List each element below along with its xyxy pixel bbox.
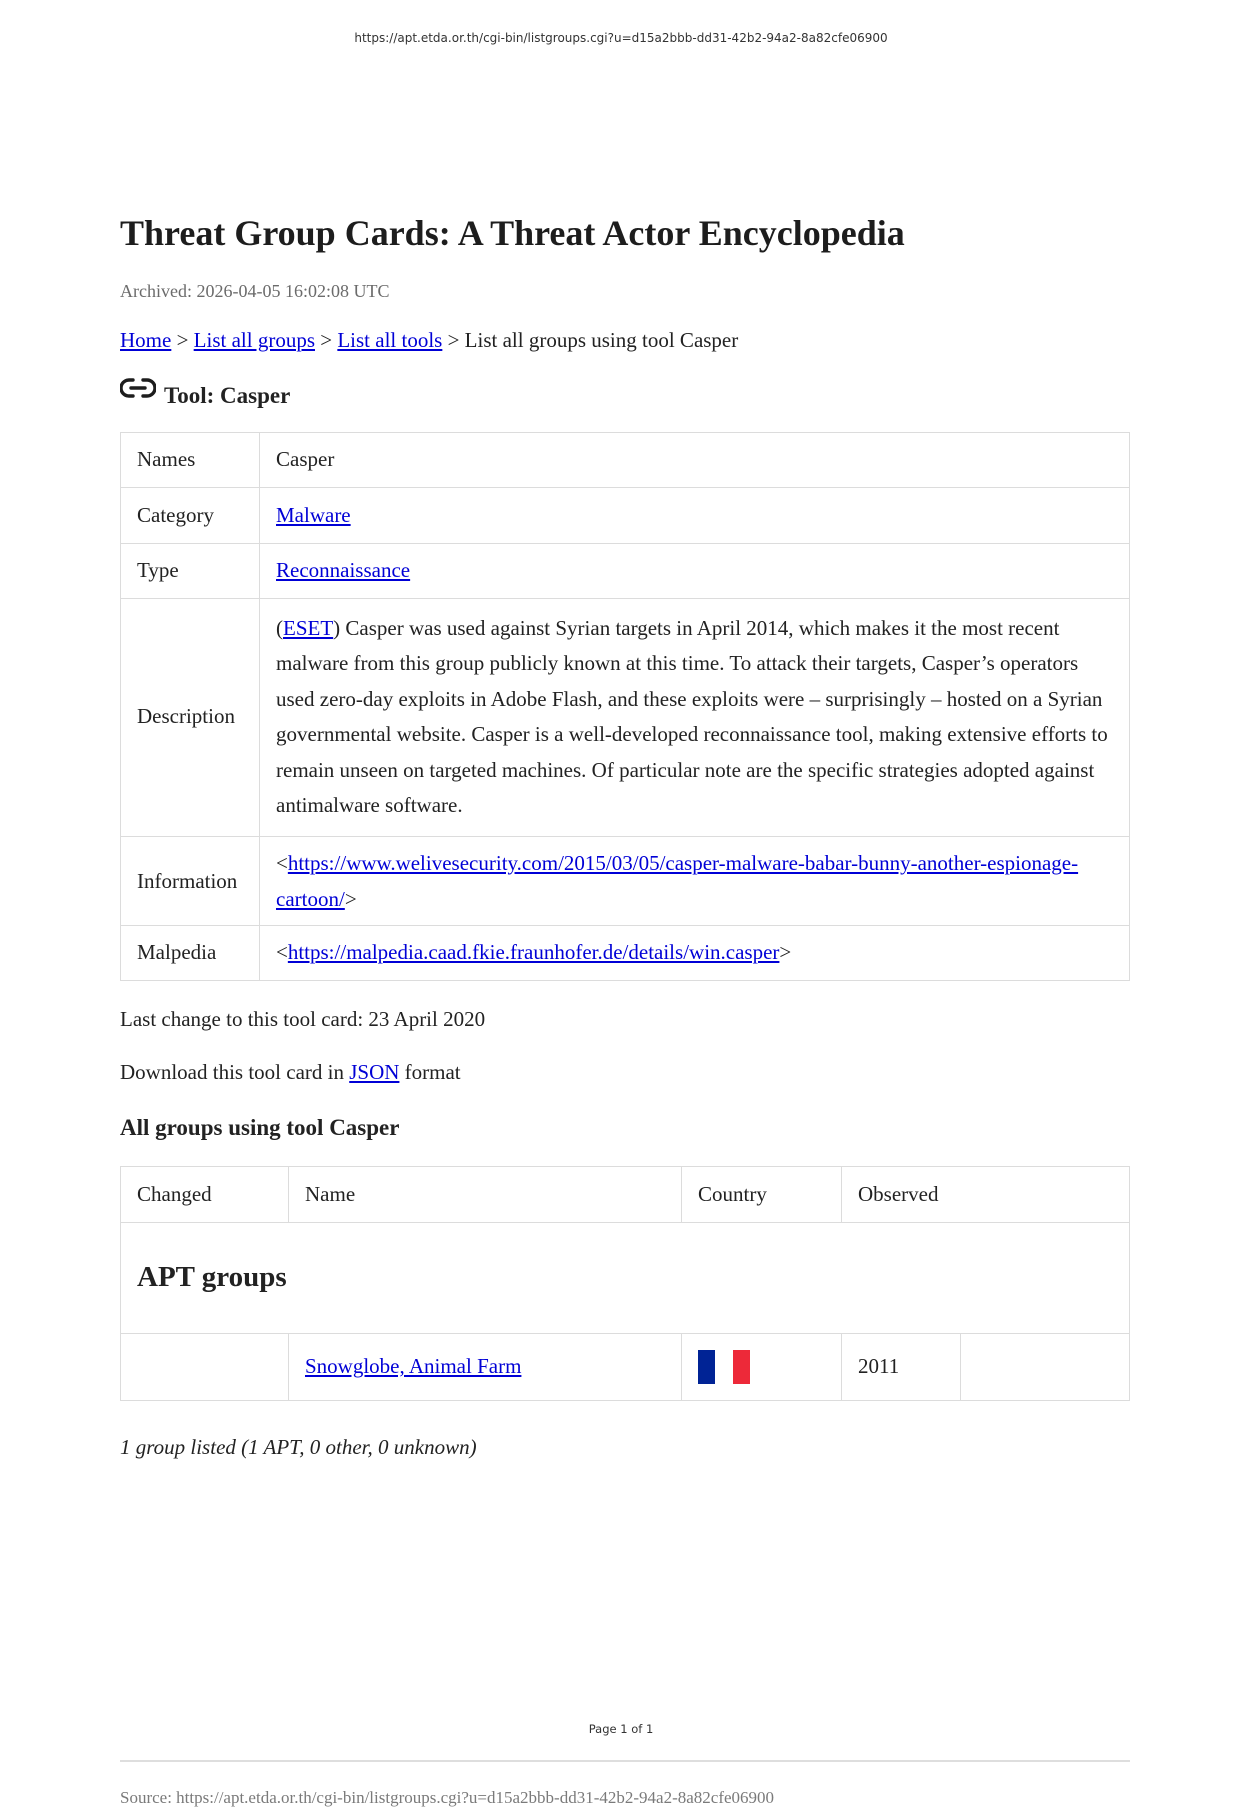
groups-summary: 1 group listed (1 APT, 0 other, 0 unknown) bbox=[120, 1434, 477, 1459]
description-open-paren: ( bbox=[276, 615, 283, 640]
type-link[interactable]: Reconnaissance bbox=[276, 558, 411, 583]
information-link[interactable]: https://www.welivesecurity.com/2015/03/05/casper-malware-babar-bunny-another-espionage-cartoon/ bbox=[276, 850, 1079, 911]
json-download-link[interactable]: JSON bbox=[349, 1059, 400, 1084]
changed-cell bbox=[121, 1333, 289, 1400]
column-header-name: Name bbox=[289, 1166, 682, 1222]
breadcrumb-groups-link[interactable]: List all groups bbox=[193, 327, 315, 352]
table-header-row bbox=[121, 1166, 1130, 1222]
names-label: Names bbox=[121, 432, 260, 487]
information-cell bbox=[260, 836, 1130, 925]
column-header-country: Country bbox=[682, 1166, 842, 1222]
breadcrumb bbox=[120, 328, 1130, 353]
france-flag-icon bbox=[698, 1350, 750, 1384]
information-lt: < bbox=[276, 850, 288, 875]
tool-info-table bbox=[120, 432, 1130, 981]
page-title: Threat Group Cards: A Threat Actor Encyclopedia bbox=[120, 213, 905, 253]
information-label: Information bbox=[121, 836, 260, 925]
download-before: Download this tool card in bbox=[120, 1059, 350, 1084]
table-row bbox=[121, 598, 1130, 836]
print-header-url: https://apt.etda.or.th/cgi-bin/listgroups.cgi?u=d15a2bbb-dd31-42b2-94a2-8a82cfe06900 bbox=[354, 31, 888, 45]
malpedia-label: Malpedia bbox=[121, 925, 260, 980]
tool-heading bbox=[120, 383, 1130, 409]
category-cell bbox=[260, 487, 1130, 543]
breadcrumb-tools-link[interactable]: List all tools bbox=[337, 327, 443, 352]
group-link-snowglobe[interactable]: Snowglobe, Animal Farm bbox=[305, 1354, 522, 1379]
table-row bbox=[121, 925, 1130, 980]
observed-cell: 2011 bbox=[842, 1333, 961, 1400]
section-title-apt-groups: APT groups bbox=[121, 1222, 1130, 1333]
table-row bbox=[121, 543, 1130, 598]
country-cell bbox=[682, 1333, 842, 1400]
download-line bbox=[120, 1060, 1130, 1085]
information-gt: > bbox=[344, 886, 357, 911]
flag-stripe bbox=[698, 1350, 715, 1384]
column-header-observed: Observed bbox=[842, 1166, 1130, 1222]
link-icon bbox=[120, 377, 156, 399]
description-label: Description bbox=[121, 598, 260, 836]
eset-source-link[interactable]: ESET bbox=[283, 615, 334, 640]
breadcrumb-home-link[interactable]: Home bbox=[120, 327, 172, 352]
names-value: Casper bbox=[260, 432, 1130, 487]
breadcrumb-separator: > bbox=[171, 327, 194, 352]
source-url: Source: https://apt.etda.or.th/cgi-bin/listgroups.cgi?u=d15a2bbb-dd31-42b2-94a2-8a82cfe06900 bbox=[120, 1788, 775, 1807]
description-cell bbox=[260, 598, 1130, 836]
table-row bbox=[121, 432, 1130, 487]
breadcrumb-current: > List all groups using tool Casper bbox=[442, 327, 739, 352]
malpedia-gt: > bbox=[779, 940, 792, 965]
table-row bbox=[121, 1333, 1130, 1400]
table-row bbox=[121, 487, 1130, 543]
print-footer-page: Page 1 of 1 bbox=[588, 1722, 654, 1736]
groups-table bbox=[120, 1166, 1130, 1401]
archived-timestamp: Archived: 2026-04-05 16:02:08 UTC bbox=[120, 280, 390, 301]
category-link[interactable]: Malware bbox=[276, 502, 351, 527]
download-after: format bbox=[399, 1059, 461, 1084]
section-row bbox=[121, 1222, 1130, 1333]
type-cell bbox=[260, 543, 1130, 598]
description-text: ) Casper was used against Syrian targets in April 2014, which makes it the most recent malware from this group publicly known at this time. To attack their targets, Casper’s operators used zero-day exploits in Adobe Flash, and these exploits were – surprisingly – hosted on a Syrian governmental website. Casper is a well-developed reconnaissance tool, making extensive efforts to remain unseen on targeted machines. Of particular note are the specific strategies adopted against antimalware software. bbox=[276, 615, 1108, 818]
breadcrumb-separator: > bbox=[315, 327, 338, 352]
table-row bbox=[121, 836, 1130, 925]
malpedia-lt: < bbox=[276, 940, 288, 965]
tool-heading-text: Tool: Casper bbox=[164, 382, 291, 408]
malpedia-link[interactable]: https://malpedia.caad.fkie.fraunhofer.de/details/win.casper bbox=[287, 940, 780, 965]
type-label: Type bbox=[121, 543, 260, 598]
column-header-changed: Changed bbox=[121, 1166, 289, 1222]
name-cell bbox=[289, 1333, 682, 1400]
groups-heading: All groups using tool Casper bbox=[120, 1114, 400, 1140]
divider bbox=[120, 1760, 1130, 1762]
flag-stripe bbox=[715, 1350, 732, 1384]
malpedia-cell bbox=[260, 925, 1130, 980]
category-label: Category bbox=[121, 487, 260, 543]
last-change-text: Last change to this tool card: 23 April 2020 bbox=[120, 1006, 486, 1031]
empty-cell bbox=[961, 1333, 1130, 1400]
flag-stripe bbox=[733, 1350, 750, 1384]
